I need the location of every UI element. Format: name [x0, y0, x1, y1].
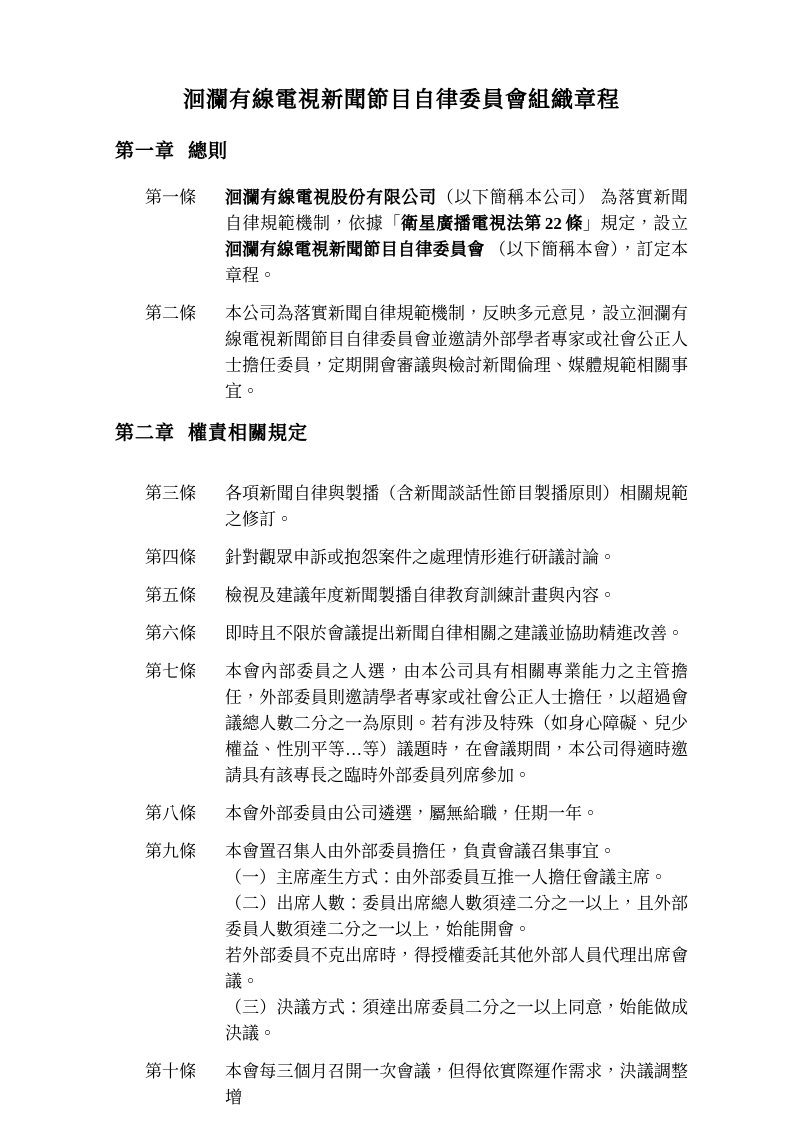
article-4-paragraph: 針對觀眾申訴或抱怨案件之處理情形進行研議討論。: [225, 548, 616, 567]
article-3-label: 第三條: [145, 484, 196, 503]
article-6: [115, 621, 688, 647]
article-10-label: 第十條: [145, 1062, 196, 1081]
article-8-body: [225, 801, 688, 827]
article-7-body: [225, 659, 688, 789]
chapter-1-number: 第一章: [115, 141, 176, 162]
article-6-label: 第六條: [145, 624, 196, 643]
article-9-label: 第九條: [145, 842, 196, 861]
article-3-paragraph: 各項新聞自律與製播（含新聞談話性節目製播原則）相關規範之修訂。: [225, 484, 688, 529]
article-1-text-segment: （以下簡稱本會），訂定本章程。: [225, 240, 689, 285]
article-5-label: 第五條: [145, 586, 196, 605]
article-1: [115, 185, 688, 289]
chapter-2-number: 第二章: [115, 423, 176, 444]
article-9-item-2-proxy-note: 若外部委員不克出席時，得授權委託其他外部人員代理出席會議。: [225, 946, 688, 991]
article-9-paragraph-main: 本會置召集人由外部委員擔任，負責會議召集事宜。: [225, 842, 616, 861]
article-10: [115, 1059, 688, 1111]
article-2-label: 第二條: [145, 304, 196, 323]
article-5: [115, 583, 688, 609]
chapter-1-name: 總則: [188, 141, 229, 162]
article-6-paragraph: 即時且不限於會議提出新聞自律相關之建議並協助精進改善。: [225, 624, 684, 643]
document-title: 洄瀾有線電視新聞節目自律委員會組織章程: [182, 87, 620, 112]
company-name-text: 洄瀾有線電視股份有限公司: [225, 188, 437, 207]
article-7-label: 第七條: [145, 662, 196, 681]
article-4-label: 第四條: [145, 548, 196, 567]
article-2-body: [225, 301, 688, 405]
article-1-text-segment: （以下簡稱本公司） 為落實新聞自律規範機制，依據「: [225, 188, 689, 233]
article-8: [115, 801, 688, 827]
article-9-item-2: （二）出席人數：委員出席總人數須達二分之一以上，且外部委員人數須達二分之一以上，始能開會。: [225, 894, 688, 939]
article-1-label: 第一條: [145, 188, 196, 207]
article-10-body: [225, 1059, 688, 1111]
article-2: [115, 301, 688, 405]
article-9-item-3: （三）決議方式：須達出席委員二分之一以上同意，始能做成決議。: [225, 998, 688, 1043]
article-3: [115, 481, 688, 533]
article-10-paragraph: 本會每三個月召開一次會議，但得依實際運作需求，決議調整增: [225, 1062, 688, 1107]
law-reference-suffix: 條: [564, 214, 584, 233]
article-8-label: 第八條: [145, 804, 196, 823]
law-reference-text: 衛星廣播電視法第: [401, 214, 542, 233]
article-9: [115, 839, 688, 1047]
committee-name-text: 洄瀾有線電視新聞節目自律委員會: [225, 240, 485, 259]
article-1-text-segment: 」規定，設立: [583, 214, 689, 233]
article-2-paragraph: 本公司為落實新聞自律規範機制，反映多元意見，設立洄瀾有線電視新聞節目自律委員會並邀請外部學者專家或社會公正人士擔任委員，定期開會審議與檢討新聞倫理、媒體規範相關事宜。: [225, 304, 688, 401]
article-8-paragraph: 本會外部委員由公司遴選，屬無給職，任期一年。: [225, 804, 599, 823]
article-9-item-1: （一）主席產生方式：由外部委員互推一人擔任會議主席。: [225, 868, 667, 887]
article-9-body: [225, 839, 688, 1047]
article-1-body: [225, 185, 688, 289]
chapter-general-provisions: [115, 139, 688, 405]
law-article-number: 22: [544, 214, 562, 233]
article-7: [115, 659, 688, 789]
article-3-body: [225, 481, 688, 533]
chapter-2-heading: [115, 421, 688, 447]
chapter-1-heading: [115, 139, 688, 165]
article-4: [115, 545, 688, 571]
article-4-body: [225, 545, 688, 571]
article-6-body: [225, 621, 688, 647]
article-5-paragraph: 檢視及建議年度新聞製播自律教育訓練計畫與內容。: [225, 586, 616, 605]
chapter-duties-regulations: [115, 421, 688, 1111]
article-5-body: [225, 583, 688, 609]
chapter-2-name: 權責相關規定: [188, 423, 309, 444]
article-1-paragraph: [225, 185, 688, 289]
article-7-paragraph: 本會內部委員之人選，由本公司具有相關專業能力之主管擔任，外部委員則邀請學者專家或社會公正人士擔任，以超過會議總人數二分之一為原則。若有涉及特殊（如身心障礙、兒少權益、性別平等…等）議題時，在會議期間，本公司得適時邀請具有該專長之臨時外部委員列席參加。: [225, 662, 688, 785]
